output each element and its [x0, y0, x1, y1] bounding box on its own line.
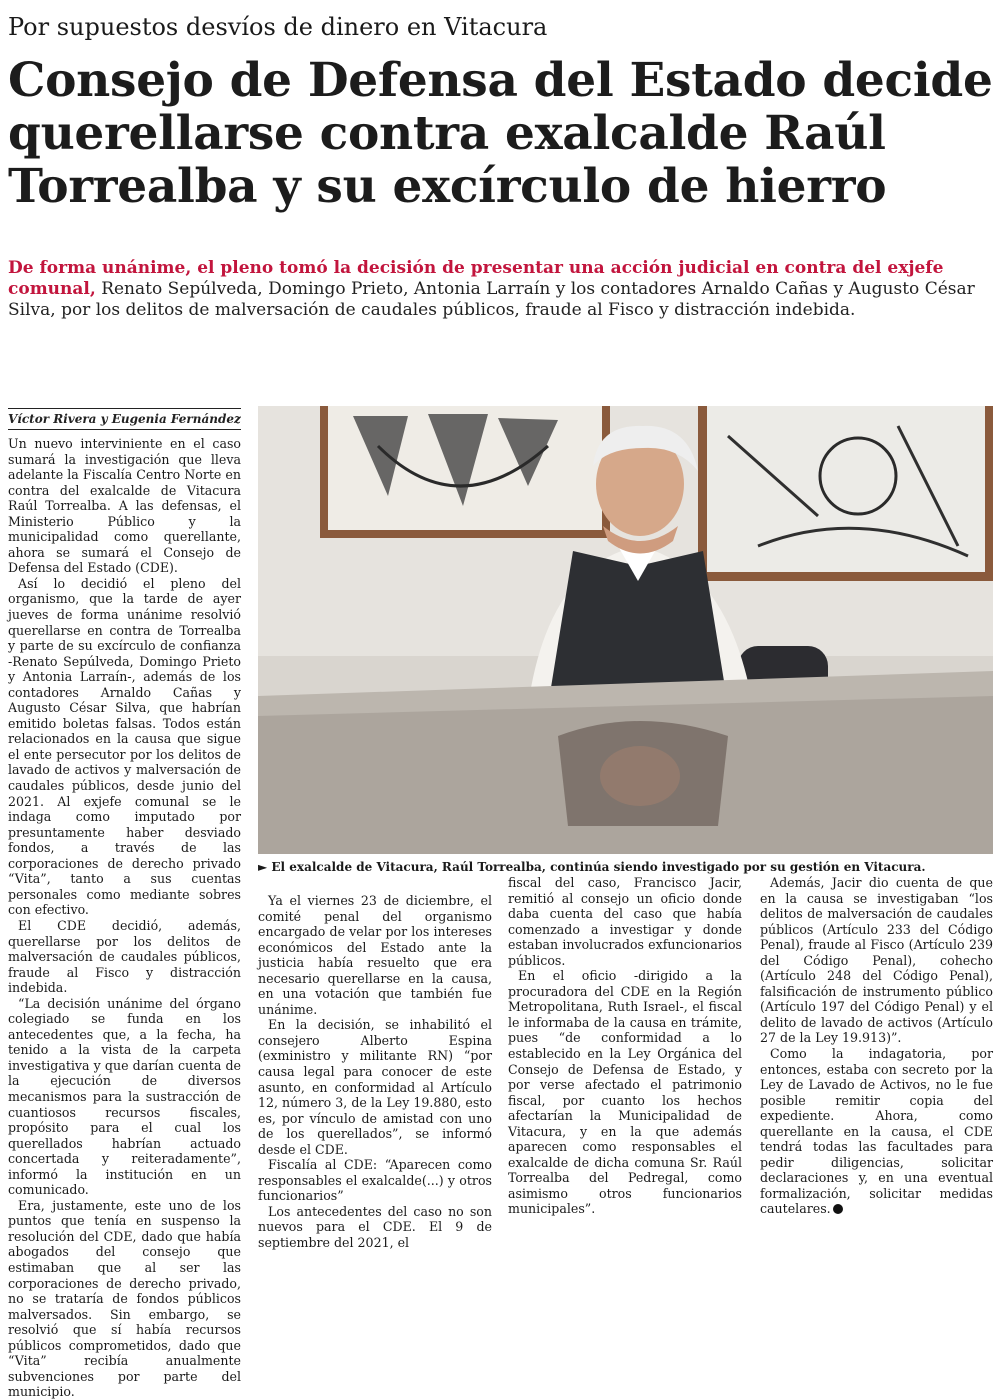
paragraph: Así lo decidió el pleno del organismo, que la tarde de ayer jueves de forma unánime resolvió querellarse en contra de Torrealba y parte de su excírculo de confianza -Renato Sepúlveda, Domingo Prieto y Antonia Larraín-, además de los contadores Arnaldo Cañas y Augusto César Silva, que habrían emitido boletas falsas. Todos están relacionados en la causa que sigue el ente persecutor por los delitos de lavado de activos y malversación de caudales públicos, desde junio del 2021. Al exjefe comunal se le indaga como imputado por presuntamente haber desviado fondos, a través de las corporaciones de derecho privado “Vita”, tanto a sus cuentas personales como mediante sobres con efectivo.: [8, 575, 241, 918]
paragraph: Un nuevo interviniente en el caso sumará la investigación que lleva adelante la Fiscalía Centro Norte en contra del exalcalde de Vitacura Raúl Torrealba. A las defensas, el Ministerio Público y la municipalidad como querellante, ahora se sumará el Consejo de Defensa del Estado (CDE).: [8, 436, 241, 576]
paragraph: El CDE decidió, además, querellarse por los delitos de malversación de caudales públicos, fraude al Fisco y distracción indebida.: [8, 917, 241, 996]
text-column-4: [760, 875, 993, 1217]
text-column-1: [8, 436, 241, 1400]
article-photo: [258, 406, 993, 854]
paragraph: Ya el viernes 23 de diciembre, el comité penal del organismo encargado de velar por los intereses económicos del Estado ante la justicia había resuelto que era necesario querellarse en la causa, en una votación que también fue unánime.: [258, 893, 492, 1017]
paragraph: fiscal del caso, Francisco Jacir, remitió al consejo un oficio donde daba cuenta del caso que había comenzado a investigar y donde estaban involucrados exfuncionarios públicos.: [508, 875, 742, 968]
paragraph: En la decisión, se inhabilitó el consejero Alberto Espina (exministro y militante RN) “por causa legal para conocer de este asunto, en conformidad al Artículo 12, número 3, de la Ley 19.880, esto es, por vínculo de amistad con uno de los querellados”, se informó desde el CDE.: [258, 1017, 492, 1157]
article-lead: [8, 258, 993, 321]
paragraph: Además, Jacir dio cuenta de que en la causa se investigaban “los delitos de malversación de caudales públicos (Artículo 233 del Código Penal), fraude al Fisco (Artículo 239 del Código Penal), cohecho (Artículo 248 del Código Penal), falsificación de instrumento público (Artículo 197 del Código Penal) y el delito de lavado de activos (Artículo 27 de la Ley 19.913)”.: [760, 875, 993, 1046]
photo-caption: ► El exalcalde de Vitacura, Raúl Torrealba, continúa siendo investigado por su gestión en Vitacura.: [258, 860, 926, 874]
paragraph: Era, justamente, este uno de los puntos que tenía en suspenso la resolución del CDE, dado que había abogados del consejo que estimaban que al ser las corporaciones de derecho privado, no se trataría de fondos públicos malversados. Sin embargo, se resolvió que sí había recursos públicos comprometidos, dado que “Vita” recibía anualmente subvenciones por parte del municipio.: [8, 1197, 241, 1400]
end-mark-icon: [833, 1204, 843, 1214]
paragraph-text: Como la indagatoria, por entonces, estaba con secreto por la Ley de Lavado de Activos, no le fue posible remitir copia del expediente. Ahora, como querellante en la causa, el CDE tendrá todas las facultades para pedir diligencias, solicitar declaraciones y, en una eventual formalización, solicitar medidas cautelares.: [760, 1046, 993, 1217]
text-column-2: [258, 893, 492, 1251]
lead-highlight: De forma unánime, el pleno tomó la decisión de presentar una acción judicial en contra del exjefe comunal,: [8, 258, 944, 299]
paragraph: En el oficio -dirigido a la procuradora del CDE en la Región Metropolitana, Ruth Israel-, el fiscal le informaba de la causa en trámite, pues “de conformidad a lo establecido en la Ley Orgánica del Consejo de Defensa de Estado, y por verse afectado el patrimonio fiscal, por cuanto los hechos afectarían la Municipalidad de Vitacura, y en la que además aparecen como responsables el exalcalde de dicha comuna Sr. Raúl Torrealba del Pedregal, como asimismo otros funcionarios municipales”.: [508, 968, 742, 1217]
lead-rest: Renato Sepúlveda, Domingo Prieto, Antonia Larraín y los contadores Arnaldo Cañas y Augusto César Silva, por los delitos de malversación de caudales públicos, fraude al Fisco y distracción indebida.: [8, 279, 975, 320]
photo-illustration: [258, 406, 993, 854]
paragraph: “La decisión unánime del órgano colegiado se funda en los antecedentes que, a la fecha, ha tenido a la vista de la carpeta investigativa y que darían cuenta de la ejecución de diversos mecanismos para la sustracción de cuantiosos recursos fiscales, propósito para el cual los querellados habrían actuado concertada y reiteradamente”, informó la institución en un comunicado.: [8, 995, 241, 1198]
paragraph: Los antecedentes del caso no son nuevos para el CDE. El 9 de septiembre del 2021, el: [258, 1203, 492, 1251]
article-headline: Consejo de Defensa del Estado decide querellarse contra exalcalde Raúl Torrealba y su excírculo de hierro: [8, 53, 993, 214]
paragraph: [760, 1046, 993, 1217]
article-kicker: Por supuestos desvíos de dinero en Vitacura: [8, 13, 548, 41]
byline: Víctor Rivera y Eugenia Fernández: [8, 408, 241, 430]
text-column-3: [508, 875, 742, 1217]
paragraph: Fiscalía al CDE: “Aparecen como responsables el exalcalde(...) y otros funcionarios”: [258, 1157, 492, 1204]
